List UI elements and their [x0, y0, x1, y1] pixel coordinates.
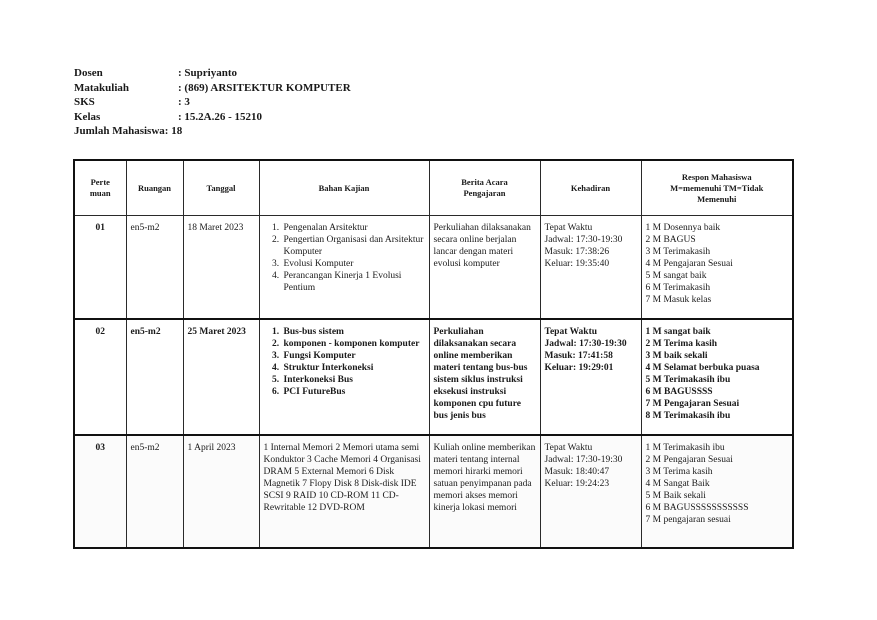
topic-item: 3. Fungsi Komputer — [282, 350, 425, 362]
bahan-kajian-cell — [259, 319, 429, 435]
matakuliah-row — [74, 81, 794, 96]
header-pertemuan-line-2: muan — [89, 188, 111, 198]
respon-item: 1 M sangat baik — [645, 327, 711, 337]
tanggal-cell: 18 Maret 2023 — [183, 216, 259, 320]
kehadiran-masuk: Masuk: 17:41:58 — [544, 351, 613, 361]
respon-item: 4 M Pengajaran Sesuai — [645, 259, 733, 269]
jumlah-label: Jumlah Mahasiswa — [74, 125, 165, 137]
respon-item: 6 M BAGUSSSS — [645, 387, 713, 397]
respon-item: 1 M Terimakasih ibu — [645, 443, 725, 453]
sks-label: SKS — [74, 96, 95, 108]
pertemuan-cell: 02 — [74, 319, 126, 435]
tanggal-cell: 25 Maret 2023 — [183, 319, 259, 435]
header-pertemuan — [74, 160, 126, 216]
respon-item: 7 M Pengajaran Sesuai — [645, 399, 740, 409]
respon-item: 5 M sangat baik — [645, 271, 707, 281]
header-respon-line-1: Respon Mahasiswa — [681, 171, 752, 182]
header-respon — [641, 160, 793, 216]
header-berita-acara — [429, 160, 540, 216]
table-header-row — [74, 160, 793, 216]
pertemuan-cell: 03 — [74, 435, 126, 548]
jumlah-value: : 18 — [164, 125, 183, 137]
bahan-kajian-cell: 1 Internal Memori 2 Memori utama semi Konduktor 3 Cache Memori 4 Organisasi DRAM 5 External Memori 6 Disk Magnetik 7 Flopy Disk 8 Disk-disk IDE SCSI 9 RAID 10 CD-ROM 11 CD-Rewritable 12 DVD-ROM — [259, 435, 429, 548]
respon-item: 2 M BAGUS — [645, 235, 696, 245]
tanggal-cell: 1 April 2023 — [183, 435, 259, 548]
kehadiran-masuk: Masuk: 17:38:26 — [544, 247, 610, 257]
topic-item: 6. PCI FutureBus — [282, 386, 425, 398]
header-ruangan: Ruangan — [126, 160, 183, 216]
matakuliah-label: Matakuliah — [74, 81, 130, 94]
kehadiran-keluar: Keluar: 19:29:01 — [544, 363, 614, 373]
topic-item: 1. Pengenalan Arsitektur — [282, 222, 425, 234]
sks-row — [74, 95, 794, 110]
topic-item: 2. Pengertian Organisasi dan Arsitektur Komputer — [282, 234, 425, 258]
berita-acara-cell: Perkuliahan dilaksanakan secara online memberikan materi tentang bus-bus sistem siklus instruksi eksekusi instruksi komponen cpu future bus jenis bus — [429, 319, 540, 435]
topic-item: 4. Perancangan Kinerja 1 Evolusi Pentium — [282, 270, 425, 294]
respon-cell — [641, 435, 793, 548]
respon-item: 2 M Pengajaran Sesuai — [645, 455, 733, 465]
respon-item: 2 M Terima kasih — [645, 339, 718, 349]
header-respon-line-2: M=memenuhi TM=Tidak — [670, 182, 764, 193]
kehadiran-masuk: Masuk: 18:40:47 — [544, 467, 610, 477]
header-kehadiran: Kehadiran — [540, 160, 641, 216]
matakuliah-value: : (869) ARSITEKTUR KOMPUTER — [178, 81, 351, 94]
berita-acara-cell: Kuliah online memberikan materi tentang internal memori hirarki memori satuan penyimpanan pada memori akses memori kinerja lokasi memori — [429, 435, 540, 548]
topic-item: 5. Interkoneksi Bus — [282, 374, 425, 386]
attendance-table — [73, 159, 794, 549]
respon-cell — [641, 319, 793, 435]
topic-item: 4. Struktur Interkoneksi — [282, 362, 425, 374]
course-header — [74, 66, 794, 140]
header-pertemuan-line-1: Perte — [90, 177, 110, 187]
dosen-value: : Supriyanto — [178, 67, 237, 79]
respon-item: 7 M Masuk kelas — [645, 295, 712, 305]
sks-value: : 3 — [178, 96, 190, 108]
kehadiran-jadwal: Jadwal: 17:30-19:30 — [544, 339, 627, 349]
respon-item: 4 M Sangat Baik — [645, 479, 710, 489]
dosen-label: Dosen — [74, 67, 103, 79]
kehadiran-keluar: Keluar: 19:35:40 — [544, 259, 610, 269]
kehadiran-status: Tepat Waktu — [544, 327, 598, 337]
ruangan-cell: en5-m2 — [126, 435, 183, 548]
respon-item: 3 M Terima kasih — [645, 467, 713, 477]
kehadiran-status: Tepat Waktu — [544, 223, 593, 233]
kelas-label: Kelas — [74, 110, 101, 123]
header-berita-line-2: Pengajaran — [463, 188, 506, 198]
table-row — [74, 319, 793, 435]
kelas-value: : 15.2A.26 - 15210 — [178, 110, 263, 123]
respon-item: 3 M baik sekali — [645, 351, 708, 361]
table-row — [74, 435, 793, 548]
kehadiran-keluar: Keluar: 19:24:23 — [544, 479, 610, 489]
ruangan-cell: en5-m2 — [126, 319, 183, 435]
respon-cell — [641, 216, 793, 320]
header-bahan-kajian: Bahan Kajian — [259, 160, 429, 216]
header-berita-line-1: Berita Acara — [461, 177, 508, 187]
topic-item: 2. komponen - komponen komputer — [282, 338, 425, 350]
respon-item: 7 M pengajaran sesuai — [645, 515, 731, 525]
topic-item: 3. Evolusi Komputer — [282, 258, 425, 270]
kehadiran-jadwal: Jadwal: 17:30-19:30 — [544, 455, 623, 465]
kelas-row — [74, 110, 794, 125]
respon-item: 1 M Dosennya baik — [645, 223, 721, 233]
jumlah-row — [74, 124, 794, 139]
berita-acara-cell: Perkuliahan dilaksanakan secara online berjalan lancar dengan materi evolusi komputer — [429, 216, 540, 320]
pertemuan-cell: 01 — [74, 216, 126, 320]
dosen-row — [74, 66, 794, 81]
topic-list — [264, 326, 425, 398]
respon-item: 8 M Terimakasih ibu — [645, 411, 731, 421]
bahan-kajian-cell — [259, 216, 429, 320]
kehadiran-cell — [540, 319, 641, 435]
respon-item: 5 M Terimakasih ibu — [645, 375, 731, 385]
respon-item: 4 M Selamat berbuka puasa — [645, 363, 760, 373]
header-respon-line-3: Memenuhi — [697, 193, 737, 204]
respon-item: 6 M BAGUSSSSSSSSSSS — [645, 503, 749, 513]
kehadiran-jadwal: Jadwal: 17:30-19:30 — [544, 235, 623, 245]
topic-item: 1. Bus-bus sistem — [282, 326, 425, 338]
kehadiran-cell — [540, 435, 641, 548]
kehadiran-cell — [540, 216, 641, 320]
respon-item: 3 M Terimakasih — [645, 247, 711, 257]
topic-list — [264, 222, 425, 294]
respon-item: 6 M Terimakasih — [645, 283, 711, 293]
kehadiran-status: Tepat Waktu — [544, 443, 593, 453]
ruangan-cell: en5-m2 — [126, 216, 183, 320]
header-tanggal: Tanggal — [183, 160, 259, 216]
table-row — [74, 216, 793, 320]
respon-item: 5 M Baik sekali — [645, 491, 706, 501]
